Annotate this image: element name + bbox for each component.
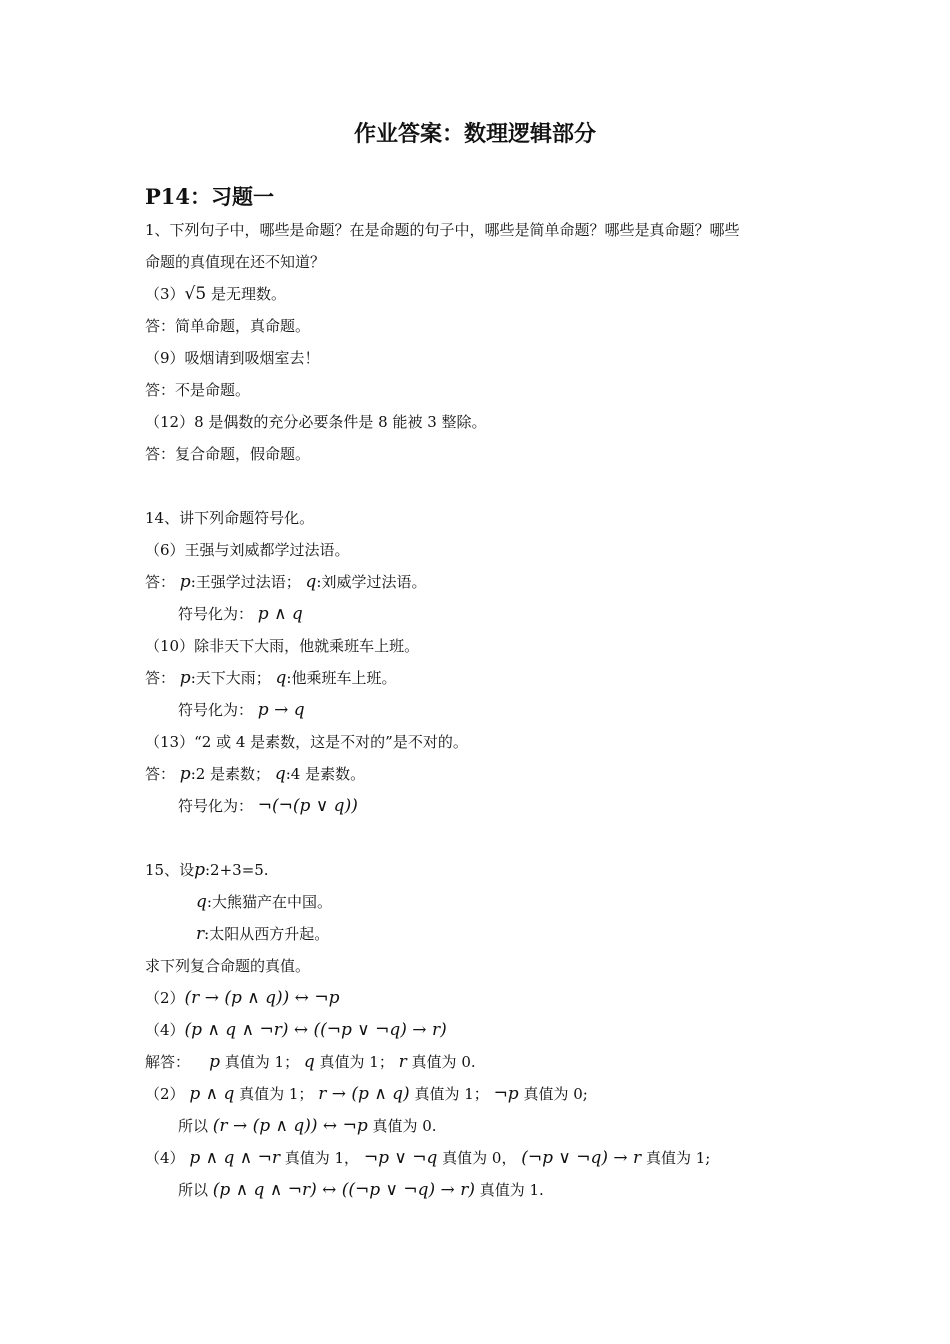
symbolic-lead: 符号化为：: [178, 701, 254, 719]
q15-def-q: [196, 892, 332, 912]
truth-value: 真值为 0;: [523, 1085, 588, 1103]
var-q: q: [275, 668, 287, 688]
symbolic-lead: 符号化为：: [178, 605, 254, 623]
q15-def-p: [145, 860, 269, 880]
answer-lead: 答：: [145, 573, 176, 591]
formula: (r → (p ∧ q)) ↔ ¬p: [212, 1116, 368, 1136]
q15-solution-values: [145, 1052, 476, 1072]
formula: (r → (p ∧ q)) ↔ ¬p: [184, 988, 340, 1008]
formula: p ∧ q: [257, 604, 303, 624]
document-title: 作业答案：数理逻辑部分: [353, 121, 596, 147]
var-r: r: [398, 1052, 407, 1072]
var-q: q: [196, 892, 207, 912]
truth-value: 真值为 1;: [645, 1149, 711, 1167]
p-definition: :2 是素数；: [190, 765, 271, 783]
symbolic-lead: 符号化为：: [178, 797, 254, 815]
q-definition: :他乘班车上班。: [286, 669, 397, 687]
conclusion-lead: 所以: [178, 1181, 209, 1199]
truth-value: 真值为 1；: [414, 1085, 489, 1103]
var-q: q: [305, 572, 317, 592]
var-p: p: [194, 860, 205, 880]
answer-lead: 答：: [145, 765, 176, 783]
q14-symbolic-6: [178, 604, 303, 624]
q1-item-9: （9）吸烟请到吸烟室去！: [145, 349, 320, 367]
q14-item-10: （10）除非天下大雨，他就乘班车上班。: [145, 637, 420, 655]
answer-lead: 答：: [145, 669, 176, 687]
sqrt5-math: √5: [184, 284, 207, 304]
q15-solution-2: [145, 1084, 588, 1104]
formula: (¬p ∨ ¬q) → r: [521, 1148, 642, 1168]
q14-answer-6: [145, 572, 426, 592]
q14-intro: 14、讲下列命题符号化。: [145, 509, 315, 527]
formula: r → (p ∧ q): [318, 1084, 410, 1104]
formula: ¬p: [493, 1084, 519, 1104]
item-text: 是无理数。: [210, 285, 286, 303]
r-definition: :太阳从西方升起。: [204, 925, 330, 943]
item-number: （3）: [145, 285, 185, 303]
q15-conclusion-2: [178, 1116, 437, 1136]
p-definition: :2+3=5.: [204, 861, 269, 879]
q-definition: :刘威学过法语。: [316, 573, 427, 591]
truth-value: 真值为 1.: [479, 1181, 544, 1199]
q15-ask: 求下列复合命题的真值。: [145, 957, 311, 975]
q1-intro-line1: 1、下列句子中，哪些是命题？在是命题的句子中，哪些是简单命题？哪些是真命题？哪些: [145, 221, 740, 239]
q14-symbolic-13: [178, 796, 358, 816]
var-q: q: [303, 1052, 315, 1072]
q14-item-6: （6）王强与刘威都学过法语。: [145, 541, 350, 559]
solution-lead: 解答：: [145, 1053, 191, 1071]
p-value: 真值为 1；: [224, 1053, 300, 1071]
var-p: p: [179, 572, 191, 592]
q14-answer-13: [145, 764, 365, 784]
q1-item-3: [145, 284, 286, 304]
q15-expr-4: [145, 1020, 447, 1040]
item-number: （4）: [145, 1149, 185, 1167]
formula: p ∧ q: [189, 1084, 235, 1104]
truth-value: 真值为 1；: [239, 1085, 314, 1103]
q15-solution-4: [145, 1148, 710, 1168]
q15-expr-2: [145, 988, 339, 1008]
item-number: （4）: [145, 1021, 185, 1039]
q15-lead: 15、设: [145, 861, 195, 879]
q1-item-12: （12）8 是偶数的充分必要条件是 8 能被 3 整除。: [145, 413, 487, 431]
r-value: 真值为 0.: [411, 1053, 476, 1071]
truth-value: 真值为 1，: [284, 1149, 360, 1167]
truth-value: 真值为 0，: [442, 1149, 517, 1167]
formula: (p ∧ q ∧ ¬r) ↔ ((¬p ∨ ¬q) → r): [212, 1180, 475, 1200]
q1-answer-12: 答：复合命题，假命题。: [145, 445, 311, 463]
q14-answer-10: [145, 668, 396, 688]
var-q: q: [274, 764, 286, 784]
item-number: （2）: [145, 1085, 185, 1103]
q15-conclusion-4: [178, 1180, 544, 1200]
q1-intro-line2: 命题的真值现在还不知道？: [145, 253, 326, 271]
var-p: p: [209, 1052, 220, 1072]
formula: p ∧ q ∧ ¬r: [189, 1148, 280, 1168]
q15-def-r: [196, 924, 329, 944]
var-p: p: [179, 668, 191, 688]
formula: (p ∧ q ∧ ¬r) ↔ ((¬p ∨ ¬q) → r): [184, 1020, 447, 1040]
formula: ¬p ∨ ¬q: [363, 1148, 438, 1168]
var-r: r: [196, 924, 205, 944]
formula: ¬(¬(p ∨ q)): [257, 796, 358, 816]
q14-symbolic-10: [178, 700, 305, 720]
q1-answer-9: 答：不是命题。: [145, 381, 251, 399]
p-definition: :王强学过法语；: [190, 573, 301, 591]
section-heading: P14：习题一: [145, 184, 275, 209]
var-p: p: [179, 764, 191, 784]
q14-item-13: （13）“2 或 4 是素数，这是不对的”是不对的。: [145, 733, 468, 751]
q-definition: :大熊猫产在中国。: [206, 893, 332, 911]
formula: p → q: [257, 700, 305, 720]
item-number: （2）: [145, 989, 185, 1007]
p-definition: :天下大雨；: [190, 669, 271, 687]
q-value: 真值为 1；: [319, 1053, 394, 1071]
truth-value: 真值为 0.: [372, 1117, 437, 1135]
conclusion-lead: 所以: [178, 1117, 209, 1135]
q1-answer-3: 答：简单命题，真命题。: [145, 317, 311, 335]
q-definition: :4 是素数。: [285, 765, 366, 783]
